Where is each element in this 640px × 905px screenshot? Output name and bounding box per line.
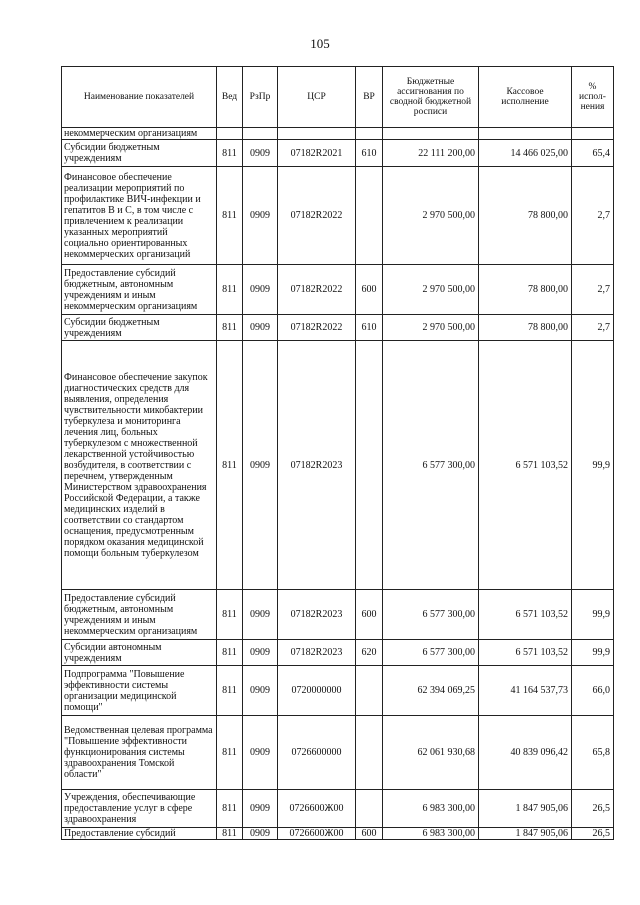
row-rzpr: 0909 — [243, 167, 278, 265]
row-cash: 6 571 103,52 — [479, 341, 572, 590]
row-name: Предоставление субсидий бюджетным, автономным учреждениям и иным некоммерческим организациям — [62, 265, 217, 315]
row-cash: 6 571 103,52 — [479, 640, 572, 666]
row-name: Учреждения, обеспечивающие предоставление услуг в сфере здравоохранения — [62, 790, 217, 828]
row-ved: 811 — [217, 167, 243, 265]
row-cash: 1 847 905,06 — [479, 790, 572, 828]
row-vr — [356, 666, 383, 716]
row-rzpr: 0909 — [243, 640, 278, 666]
header-rzpr: РзПр — [243, 67, 278, 128]
row-ved: 811 — [217, 315, 243, 341]
row-cash — [479, 128, 572, 140]
row-name: Финансовое обеспечение реализации мероприятий по профилактике ВИЧ-инфекции и гепатитов B и C, в том числе с привлечением к реализации указанных мероприятий социально ориентированных некоммерческих организаций — [62, 167, 217, 265]
row-percent: 99,9 — [572, 590, 614, 640]
row-vr: 600 — [356, 828, 383, 840]
row-budget: 2 970 500,00 — [383, 265, 479, 315]
row-cash: 41 164 537,73 — [479, 666, 572, 716]
row-ved: 811 — [217, 341, 243, 590]
row-ved: 811 — [217, 640, 243, 666]
table-row — [62, 265, 614, 315]
row-csr: 0726600Ж00 — [278, 828, 356, 840]
row-rzpr: 0909 — [243, 140, 278, 167]
row-percent: 26,5 — [572, 828, 614, 840]
row-ved: 811 — [217, 590, 243, 640]
row-rzpr: 0909 — [243, 828, 278, 840]
header-ved: Вед — [217, 67, 243, 128]
row-ved: 811 — [217, 265, 243, 315]
row-vr: 610 — [356, 315, 383, 341]
row-name: Финансовое обеспечение закупок диагностических средств для выявления, определения чувствительности микобактерии туберкулеза и мониторинга лечения лиц, больных туберкулезом с множественной лекарственной устойчивостью возбудителя, в соответствии с перечнем, утвержденным Министерством здравоохранения Российской Федерации, а также медицинских изделий в соответствии со стандартом оснащения, предусмотренным порядком оказания медицинской помощи больным туберкулезом — [62, 341, 217, 590]
header-row — [62, 67, 614, 128]
row-vr — [356, 716, 383, 790]
row-rzpr: 0909 — [243, 265, 278, 315]
table-row — [62, 590, 614, 640]
row-percent: 26,5 — [572, 790, 614, 828]
row-ved: 811 — [217, 828, 243, 840]
row-csr: 0726600Ж00 — [278, 790, 356, 828]
table-row — [62, 341, 614, 590]
row-name: Ведомственная целевая программа "Повышение эффективности функционирования системы здравоохранения Томской области" — [62, 716, 217, 790]
row-ved: 811 — [217, 790, 243, 828]
row-budget: 22 111 200,00 — [383, 140, 479, 167]
row-csr: 07182R2022 — [278, 265, 356, 315]
row-cash: 1 847 905,06 — [479, 828, 572, 840]
row-rzpr: 0909 — [243, 716, 278, 790]
row-name: Субсидии бюджетным учреждениям — [62, 140, 217, 167]
row-cash: 14 466 025,00 — [479, 140, 572, 167]
row-vr — [356, 341, 383, 590]
page-number: 105 — [310, 36, 330, 51]
row-ved: 811 — [217, 716, 243, 790]
row-ved — [217, 128, 243, 140]
row-cash: 78 800,00 — [479, 315, 572, 341]
budget-table — [61, 66, 614, 840]
table-row — [62, 828, 614, 840]
row-ved: 811 — [217, 666, 243, 716]
header-cash: Кассовое исполнение — [479, 67, 572, 128]
row-csr: 07182R2023 — [278, 590, 356, 640]
row-csr: 07182R2022 — [278, 167, 356, 265]
table-row — [62, 666, 614, 716]
row-budget: 62 394 069,25 — [383, 666, 479, 716]
row-cash: 6 571 103,52 — [479, 590, 572, 640]
row-csr: 07182R2021 — [278, 140, 356, 167]
row-percent: 99,9 — [572, 640, 614, 666]
table-row — [62, 790, 614, 828]
row-percent: 65,4 — [572, 140, 614, 167]
row-ved: 811 — [217, 140, 243, 167]
row-percent: 99,9 — [572, 341, 614, 590]
row-percent — [572, 128, 614, 140]
row-name: Предоставление субсидий — [62, 828, 217, 840]
row-rzpr: 0909 — [243, 315, 278, 341]
row-budget: 6 577 300,00 — [383, 640, 479, 666]
row-vr: 600 — [356, 590, 383, 640]
table-row — [62, 716, 614, 790]
row-csr: 0720000000 — [278, 666, 356, 716]
row-percent: 2,7 — [572, 167, 614, 265]
row-csr: 07182R2023 — [278, 341, 356, 590]
row-percent: 2,7 — [572, 265, 614, 315]
row-rzpr: 0909 — [243, 341, 278, 590]
row-vr — [356, 167, 383, 265]
row-budget: 62 061 930,68 — [383, 716, 479, 790]
row-budget: 6 983 300,00 — [383, 790, 479, 828]
row-name: Подпрограмма "Повышение эффективности системы организации медицинской помощи" — [62, 666, 217, 716]
row-rzpr: 0909 — [243, 790, 278, 828]
row-percent: 2,7 — [572, 315, 614, 341]
row-budget: 6 983 300,00 — [383, 828, 479, 840]
header-percent: % испол-нения — [572, 67, 614, 128]
row-rzpr: 0909 — [243, 666, 278, 716]
header-name: Наименование показателей — [62, 67, 217, 128]
table-row — [62, 167, 614, 265]
row-name: Субсидии автономным учреждениям — [62, 640, 217, 666]
table-row — [62, 315, 614, 341]
row-name: некоммерческим организациям — [62, 128, 217, 140]
table-row — [62, 140, 614, 167]
table-row — [62, 640, 614, 666]
row-vr: 600 — [356, 265, 383, 315]
row-budget: 6 577 300,00 — [383, 590, 479, 640]
row-percent: 66,0 — [572, 666, 614, 716]
row-rzpr: 0909 — [243, 590, 278, 640]
row-cash: 78 800,00 — [479, 167, 572, 265]
row-budget — [383, 128, 479, 140]
row-budget: 2 970 500,00 — [383, 167, 479, 265]
row-csr: 07182R2022 — [278, 315, 356, 341]
row-budget: 6 577 300,00 — [383, 341, 479, 590]
header-csr: ЦСР — [278, 67, 356, 128]
row-name: Субсидии бюджетным учреждениям — [62, 315, 217, 341]
row-csr: 07182R2023 — [278, 640, 356, 666]
row-budget: 2 970 500,00 — [383, 315, 479, 341]
row-csr: 0726600000 — [278, 716, 356, 790]
row-percent: 65,8 — [572, 716, 614, 790]
row-csr — [278, 128, 356, 140]
row-vr — [356, 790, 383, 828]
row-rzpr — [243, 128, 278, 140]
header-vr: ВР — [356, 67, 383, 128]
table-row — [62, 128, 614, 140]
row-name: Предоставление субсидий бюджетным, автономным учреждениям и иным некоммерческим организациям — [62, 590, 217, 640]
row-vr: 620 — [356, 640, 383, 666]
header-budget: Бюджетные ассигнования по сводной бюджетной росписи — [383, 67, 479, 128]
row-vr: 610 — [356, 140, 383, 167]
row-cash: 40 839 096,42 — [479, 716, 572, 790]
row-vr — [356, 128, 383, 140]
row-cash: 78 800,00 — [479, 265, 572, 315]
